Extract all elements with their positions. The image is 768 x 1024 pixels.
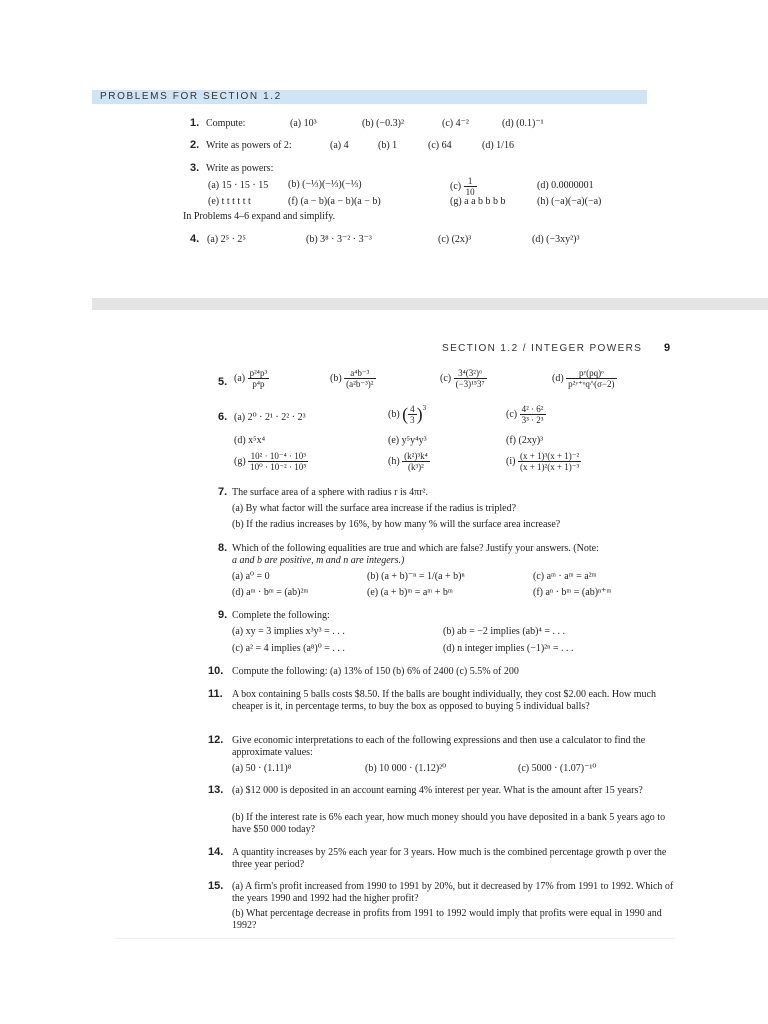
problem-10-number: 10. [208, 665, 224, 677]
problem-6h-fraction [402, 451, 430, 472]
problem-6i-fraction [518, 451, 581, 472]
problem-3a: (a) 15 · 15 · 15 [208, 180, 269, 191]
problem-6h-denominator: (k³)² [407, 462, 424, 472]
problem-6g-denominator: 10⁰ · 10⁻² · 10⁵ [250, 462, 307, 472]
problem-3e: (e) t t t t t t [208, 196, 251, 207]
problem-8e: (e) (a + b)ᵐ = aᵐ + bᵐ [367, 587, 453, 598]
intro-problems-4-6: In Problems 4–6 expand and simplify. [183, 211, 336, 222]
problem-4c: (c) (2x)³ [438, 234, 472, 245]
problem-6h-numerator: (k²)³k⁴ [404, 451, 428, 461]
problem-3-number: 3. [190, 162, 200, 174]
problem-3c-denominator: 10 [465, 187, 475, 197]
problem-8b: (b) (a + b)⁻ⁿ = 1/(a + b)ⁿ [367, 571, 465, 582]
problem-6i-label: (i) [506, 455, 516, 467]
problem-14-number: 14. [208, 846, 224, 858]
problem-1a: (a) 10³ [290, 118, 317, 129]
problem-5c [440, 368, 487, 389]
problem-6i-numerator: (x + 1)³(x + 1)⁻² [519, 451, 580, 461]
problem-5a-label: (a) [234, 372, 246, 384]
problem-8d: (d) aᵐ · bᵐ = (ab)²ᵐ [232, 587, 309, 598]
problem-6f: (f) (2xy)³ [506, 435, 544, 446]
problem-6h [388, 451, 430, 472]
problem-13-number: 13. [208, 784, 224, 796]
problem-7b: (b) If the radius increases by 16%, by how many % will the surface area increase? [232, 519, 561, 530]
problem-8-text-line-2: a and b are positive, m and n are integers.) [232, 555, 405, 566]
problem-3c-fraction [464, 176, 477, 197]
problem-3c [450, 176, 477, 197]
problem-14-text: A quantity increases by 25% each year for 3 years. How much is the combined percentage growth p over the three year period? [232, 847, 667, 870]
problem-8-number: 8. [218, 542, 228, 554]
problem-2a: (a) 4 [330, 140, 349, 151]
problem-6b-denominator: 3 [410, 415, 415, 425]
problem-5c-denominator: (−3)¹⁵3⁷ [455, 379, 485, 389]
problem-3h: (h) (−a)(−a)(−a) [537, 196, 602, 207]
problem-6g [234, 451, 308, 472]
problem-9d: (d) n integer implies (−1)²ⁿ = . . . [443, 643, 574, 654]
problem-4d: (d) (−3xy²)³ [532, 234, 580, 245]
problem-6-number: 6. [218, 411, 228, 423]
running-head: SECTION 1.2 / INTEGER POWERS [442, 343, 643, 354]
problem-6i [506, 451, 581, 472]
problem-6b-open-paren: ( [402, 404, 409, 424]
problem-9a: (a) xy = 3 implies x³y³ = . . . [232, 626, 345, 637]
page-number: 9 [664, 342, 671, 354]
problem-1-text: Compute: [206, 118, 246, 129]
problem-5c-label: (c) [440, 372, 452, 384]
problem-5d-denominator: p²ʸ⁺ᵒq^(σ−2) [568, 379, 615, 389]
problem-11-text: A box containing 5 balls costs $8.50. If the balls are bought individually, they cost $2.00 each. How much cheaper is it, in percentage terms, to buy the box as opposed to buying 5 individual balls? [232, 689, 656, 712]
problem-6a: (a) 2⁰ · 2¹ · 2² · 2³ [234, 412, 306, 423]
problem-6c [506, 404, 546, 425]
problem-3f: (f) (a − b)(a − b)(a − b) [288, 196, 381, 207]
problem-4a: (a) 2⁵ · 2⁵ [207, 234, 246, 245]
page-divider [92, 298, 768, 310]
problem-12c: (c) 5000 · (1.07)⁻¹⁰ [518, 763, 597, 774]
problem-2b: (b) 1 [378, 140, 398, 151]
problem-6b-exponent: 3 [422, 404, 427, 412]
problem-15-number: 15. [208, 880, 224, 892]
section-banner-title: PROBLEMS FOR SECTION 1.2 [100, 91, 282, 102]
problem-5-number: 5. [218, 376, 228, 388]
problem-3c-numerator: 1 [464, 176, 477, 187]
problem-7-number: 7. [218, 486, 228, 498]
problem-3-text: Write as powers: [206, 163, 274, 174]
problem-5a-denominator: p⁴p [252, 379, 265, 389]
problem-6c-numerator: 4² · 6² [521, 404, 544, 414]
problem-8a: (a) a⁰ = 0 [232, 571, 270, 582]
problem-6h-label: (h) [388, 455, 400, 467]
problem-13a: (a) $12 000 is deposited in an account earning 4% interest per year. What is the amount after 15 years? [232, 785, 643, 796]
problem-6b-numerator: 4 [410, 404, 415, 414]
problem-6c-denominator: 3³ · 2³ [521, 415, 544, 425]
problem-15b: (b) What percentage decrease in profits from 1991 to 1992 would imply that profits were equal in 1990 and 1992? [232, 908, 662, 931]
problem-6i-denominator: (x + 1)²(x + 1)⁻³ [519, 462, 580, 472]
problem-12-number: 12. [208, 734, 224, 746]
problem-12b: (b) 10 000 · (1.12)²⁰ [365, 763, 447, 774]
problem-8-text-line-1: Which of the following equalities are true and which are false? Justify your answers. (Note: [232, 543, 599, 554]
problem-2-number: 2. [190, 139, 200, 151]
problem-1d: (d) (0.1)⁻¹ [502, 118, 544, 129]
problem-6g-numerator: 10² · 10⁻⁴ · 10³ [248, 451, 308, 462]
problem-6b-fraction [408, 404, 417, 425]
problem-6c-label: (c) [506, 408, 518, 420]
problem-5a-numerator: p²⁴p³ [249, 368, 268, 378]
problem-5d-fraction [566, 368, 616, 389]
problem-8f: (f) aⁿ · bᵐ = (ab)ⁿ⁺ᵐ [533, 587, 612, 598]
problem-5d-numerator: pʸ(pq)ᵒ [566, 368, 616, 379]
problem-6g-label: (g) [234, 455, 246, 467]
problem-5d-label: (d) [552, 372, 564, 384]
problem-10-text: Compute the following: (a) 13% of 150 (b) 6% of 2400 (c) 5.5% of 200 [232, 666, 519, 677]
problem-6c-fraction [520, 404, 546, 425]
problem-5c-numerator: 3⁴(3²)⁶ [454, 368, 487, 379]
problem-5b-denominator: (a²b⁻³)² [346, 379, 374, 389]
problem-6b-close-paren: ) [416, 404, 423, 424]
problem-3g: (g) a a b b b b [450, 196, 506, 207]
problem-5b-fraction [344, 368, 375, 389]
problem-9b: (b) ab = −2 implies (ab)⁴ = . . . [443, 626, 566, 637]
problem-3d: (d) 0.0000001 [537, 180, 594, 191]
problem-6e: (e) y⁵y⁴y³ [388, 435, 427, 446]
problem-9c: (c) a² = 4 implies (a⁸)⁰ = . . . [232, 643, 345, 654]
bottom-rule [115, 938, 675, 939]
problem-12-text: Give economic interpretations to each of the following expressions and then use a calculator to find the approximate values: [232, 735, 646, 758]
problem-6b-label: (b) [388, 408, 400, 420]
problem-1-number: 1. [190, 117, 200, 129]
problem-12a: (a) 50 · (1.11)⁸ [232, 763, 292, 774]
problem-9-number: 9. [218, 609, 228, 621]
problem-2d: (d) 1/16 [482, 140, 514, 151]
problem-6g-fraction [248, 451, 308, 472]
problem-9-text: Complete the following: [232, 610, 330, 621]
problem-2-text: Write as powers of 2: [206, 140, 292, 151]
problem-3c-label: (c) [450, 180, 462, 192]
problem-5d [552, 368, 617, 389]
problem-6d: (d) x⁵x⁴ [234, 435, 266, 446]
problem-8c: (c) aᵐ · aᵐ = a²ᵐ [533, 571, 597, 582]
problem-3b: (b) (−⅓)(−⅓)(−⅓) [288, 179, 362, 190]
problem-11-number: 11. [208, 688, 223, 700]
problem-5b [330, 368, 376, 389]
problem-7a: (a) By what factor will the surface area increase if the radius is tripled? [232, 503, 517, 514]
section-banner [92, 90, 647, 104]
problem-5b-numerator: a⁴b⁻³ [344, 368, 375, 379]
problem-4b: (b) 3⁸ · 3⁻² · 3⁻³ [306, 234, 372, 245]
problem-7-text: The surface area of a sphere with radius r is 4πr². [232, 487, 429, 498]
problem-6b [388, 404, 426, 425]
problem-1c: (c) 4⁻² [442, 118, 469, 129]
problem-15a: (a) A firm's profit increased from 1990 to 1991 by 20%, but it decreased by 17% from 1991 to 1992. Which of the years 1990 and 1992 had the higher profit? [232, 881, 674, 904]
problem-5c-fraction [454, 368, 487, 389]
problem-13b: (b) If the interest rate is 6% each year, how much money should you have deposited in a bank 5 years ago to have $50 000 today? [232, 812, 666, 835]
problem-1b: (b) (−0.3)² [362, 118, 404, 129]
problem-5b-label: (b) [330, 372, 342, 384]
problem-4-number: 4. [190, 233, 200, 245]
problem-5a-fraction [248, 368, 270, 389]
problem-5a [234, 368, 269, 389]
problem-2c: (c) 64 [428, 140, 452, 151]
